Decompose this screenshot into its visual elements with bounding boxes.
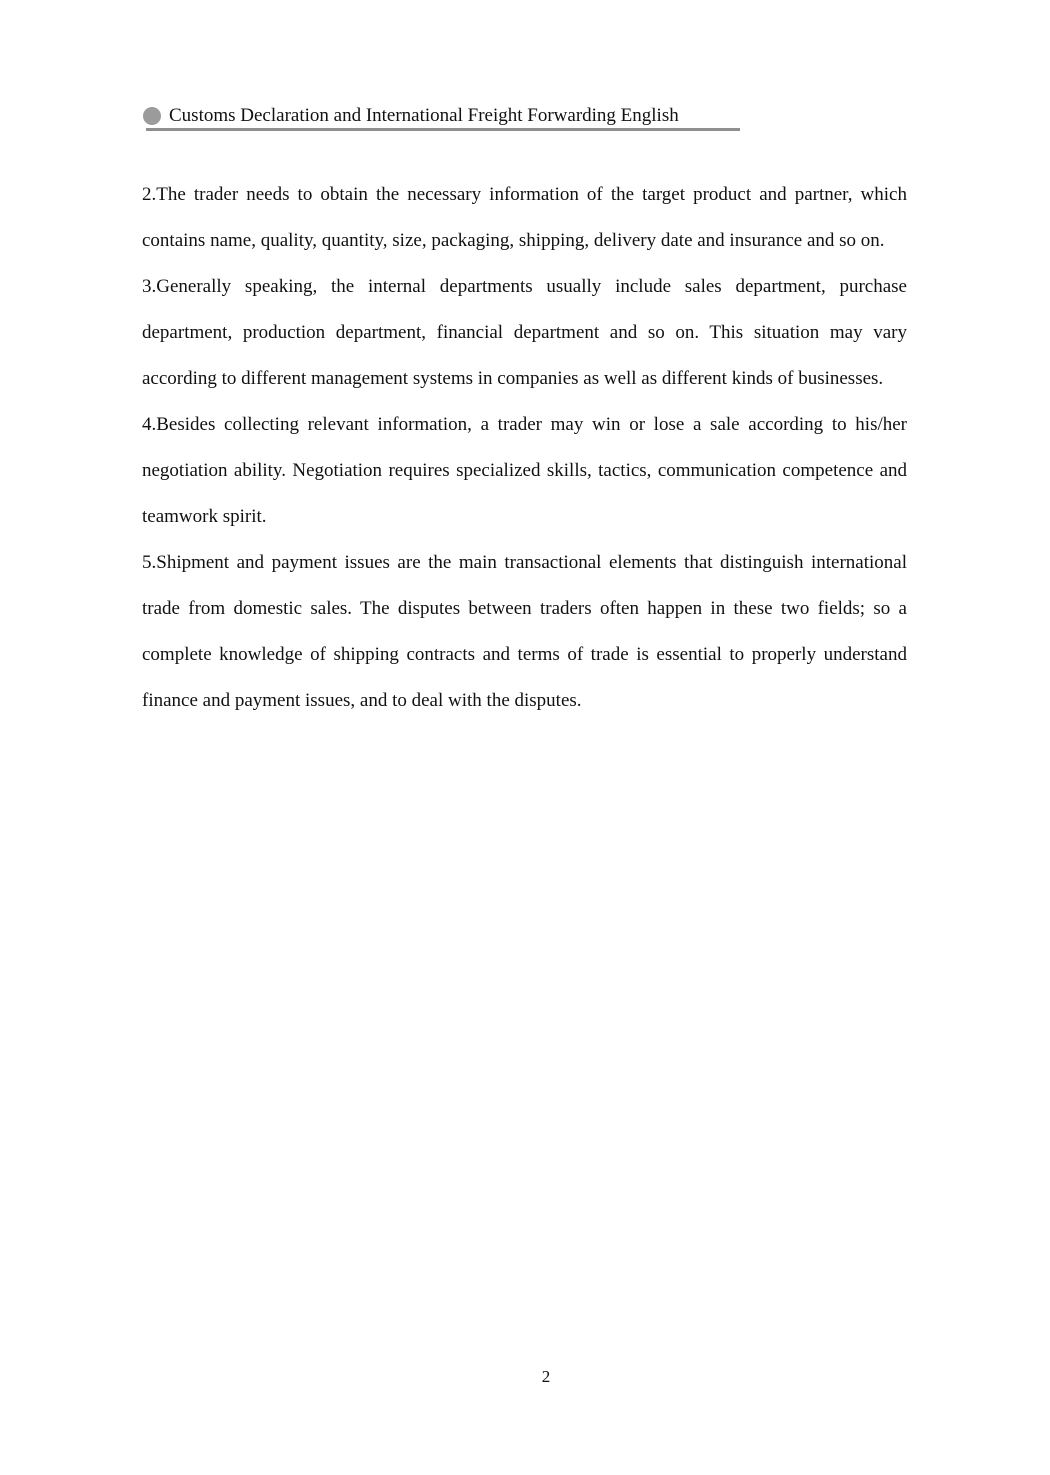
paragraph-text: .Shipment and payment issues are the main transactional elements that distinguish international trade from domestic sales. The disputes between traders often happen in these two fields; so a complete knowledge of shipping contracts and terms of trade is essential to properly understand finance and payment issues, and to deal with the disputes. — [142, 552, 907, 711]
paragraph-text: .Besides collecting relevant information, a trader may win or lose a sale according to his/her negotiation ability. Negotiation requires specialized skills, tactics, communication competence and teamwork spirit. — [142, 414, 907, 527]
circle-bullet-icon — [143, 107, 161, 125]
body-text — [142, 172, 907, 724]
paragraph-number: 5 — [142, 552, 152, 573]
header-underline — [146, 128, 740, 131]
paragraph-2 — [142, 172, 907, 264]
paragraph-4 — [142, 402, 907, 540]
paragraph-number: 4 — [142, 414, 152, 435]
paragraph-5 — [142, 540, 907, 724]
paragraph-3 — [142, 264, 907, 402]
paragraph-text: .Generally speaking, the internal departments usually include sales department, purchase department, production department, financial department and so on. This situation may vary according to different management systems in companies as well as different kinds of businesses. — [142, 276, 907, 389]
paragraph-number: 3 — [142, 276, 152, 297]
page-number: 2 — [541, 1367, 551, 1386]
header-title: Customs Declaration and International Freight Forwarding English — [169, 105, 679, 126]
running-header — [143, 104, 679, 128]
paragraph-text: .The trader needs to obtain the necessary information of the target product and partner, which contains name, quality, quantity, size, packaging, shipping, delivery date and insurance and so on. — [142, 184, 907, 251]
paragraph-number: 2 — [142, 184, 152, 205]
